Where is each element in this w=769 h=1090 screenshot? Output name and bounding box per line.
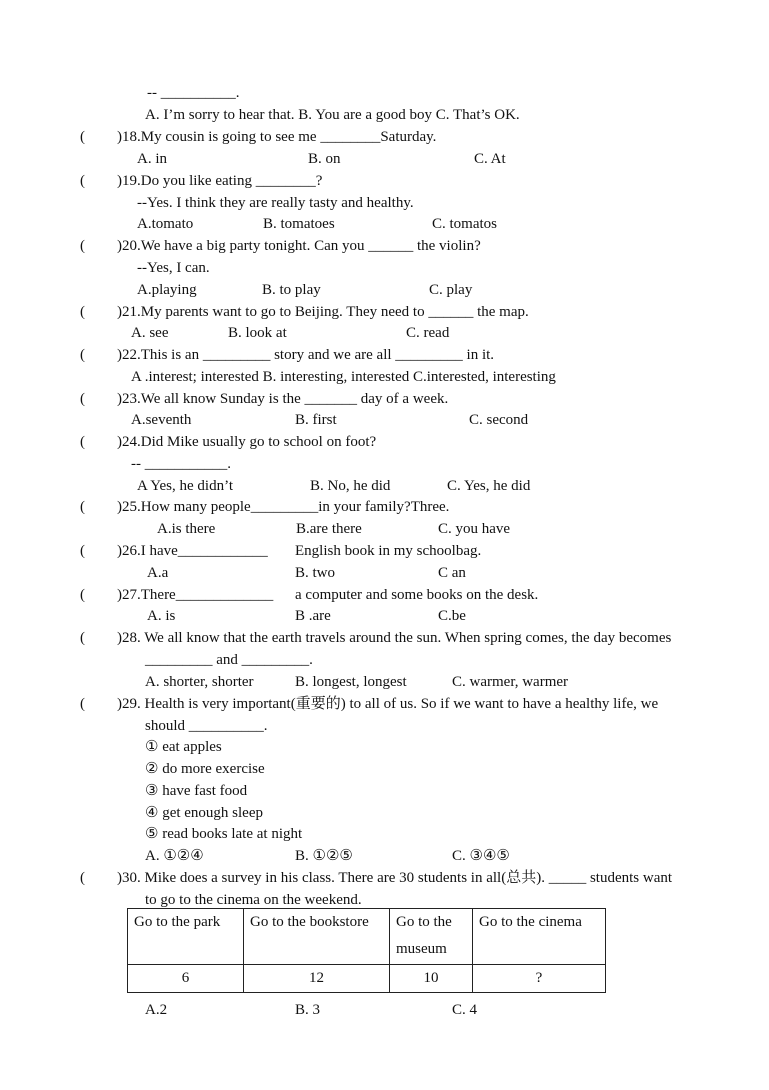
survey-value-park: 6 — [128, 965, 244, 993]
question-29: )29. Health is very important(重要的) to all of us. So if we want to have a healthy life, we — [117, 696, 659, 712]
option-b: B .are — [295, 608, 331, 624]
option-c: C. Yes, he did — [447, 478, 531, 494]
option-c: C. ③④⑤ — [452, 848, 510, 864]
survey-header-park: Go to the park — [128, 909, 244, 965]
option-a: A Yes, he didn’t — [137, 478, 233, 494]
answer-line: -- ___________. — [131, 456, 231, 472]
option-a: A.seventh — [131, 412, 192, 428]
option-a: A. is — [147, 608, 176, 624]
question-18: )18.My cousin is going to see me ________Saturday. — [117, 129, 437, 145]
option-a: A.tomato — [137, 216, 194, 232]
question-26-tail: English book in my schoolbag. — [295, 543, 482, 559]
question-30-tail: to go to the cinema on the weekend. — [145, 892, 362, 908]
option-b: B. look at — [228, 325, 287, 341]
question-29-blank: should __________. — [145, 718, 268, 734]
option-c: C. tomatos — [432, 216, 498, 232]
option-b: B. 3 — [295, 1002, 321, 1018]
answer-line: --Yes. I think they are really tasty and healthy. — [137, 195, 414, 211]
option-c: C. 4 — [452, 1002, 478, 1018]
choice-5: ⑤ read books late at night — [145, 826, 303, 842]
answer-bracket: ( — [80, 696, 85, 712]
survey-value-bookstore: 12 — [244, 965, 390, 993]
option-a: A.2 — [145, 1002, 168, 1018]
choice-3: ③ have fast food — [145, 783, 248, 799]
option-c: C. you have — [438, 521, 511, 537]
option-c: C. second — [469, 412, 529, 428]
answer-bracket: ( — [80, 870, 85, 886]
answer-bracket: ( — [80, 347, 85, 363]
options-line: A. I’m sorry to hear that. B. You are a good boy C. That’s OK. — [145, 107, 520, 123]
option-b: B. first — [295, 412, 337, 428]
choice-2: ② do more exercise — [145, 761, 265, 777]
question-28: )28. We all know that the earth travels around the sun. When spring comes, the day becomes — [117, 630, 672, 646]
survey-header-bookstore: Go to the bookstore — [244, 909, 390, 965]
option-a: A. ①②④ — [145, 848, 204, 864]
survey-header-row — [128, 909, 606, 965]
option-a: A. see — [131, 325, 169, 341]
answer-bracket: ( — [80, 543, 85, 559]
option-b: B. to play — [262, 282, 321, 298]
question-26: )26.I have____________ — [117, 543, 268, 559]
option-a: A.playing — [137, 282, 197, 298]
option-c: C an — [438, 565, 466, 581]
option-b: B. longest, longest — [295, 674, 407, 690]
question-30: )30. Mike does a survey in his class. There are 30 students in all(总共). _____ students want — [117, 870, 673, 886]
option-b: B. on — [308, 151, 341, 167]
survey-value-museum: 10 — [390, 965, 473, 993]
option-c: C. play — [429, 282, 473, 298]
survey-value-cinema: ? — [473, 965, 606, 993]
option-c: C.be — [438, 608, 466, 624]
answer-line: --Yes, I can. — [137, 260, 210, 276]
option-a: A.is there — [157, 521, 216, 537]
options-line: A .interest; interested B. interesting, interested C.interested, interesting — [131, 369, 556, 385]
survey-header-cinema: Go to the cinema — [473, 909, 606, 965]
answer-bracket: ( — [80, 173, 85, 189]
question-24: )24.Did Mike usually go to school on foot? — [117, 434, 377, 450]
answer-line: -- __________. — [147, 85, 240, 101]
choice-4: ④ get enough sleep — [145, 805, 264, 821]
question-23: )23.We all know Sunday is the _______ day of a week. — [117, 391, 449, 407]
option-b: B. ①②⑤ — [295, 848, 353, 864]
question-22: )22.This is an _________ story and we are all _________ in it. — [117, 347, 495, 363]
option-a: A.a — [147, 565, 169, 581]
answer-bracket: ( — [80, 304, 85, 320]
option-b: B. two — [295, 565, 336, 581]
answer-bracket: ( — [80, 238, 85, 254]
answer-bracket: ( — [80, 129, 85, 145]
option-b: B.are there — [296, 521, 362, 537]
option-a: A. shorter, shorter — [145, 674, 254, 690]
option-a: A. in — [137, 151, 167, 167]
answer-bracket: ( — [80, 630, 85, 646]
choice-1: ① eat apples — [145, 739, 222, 755]
answer-bracket: ( — [80, 391, 85, 407]
survey-header-museum: Go to the museum — [390, 909, 473, 965]
question-27: )27.There_____________ — [117, 587, 274, 603]
survey-table — [127, 908, 606, 993]
answer-bracket: ( — [80, 587, 85, 603]
answer-bracket: ( — [80, 499, 85, 515]
question-19: )19.Do you like eating ________? — [117, 173, 323, 189]
option-c: C. read — [406, 325, 450, 341]
question-27-tail: a computer and some books on the desk. — [295, 587, 539, 603]
answer-bracket: ( — [80, 434, 85, 450]
option-c: C. warmer, warmer — [452, 674, 569, 690]
question-21: )21.My parents want to go to Beijing. They need to ______ the map. — [117, 304, 529, 320]
option-b: B. No, he did — [310, 478, 391, 494]
question-20: )20.We have a big party tonight. Can you ______ the violin? — [117, 238, 481, 254]
option-c: C. At — [474, 151, 506, 167]
question-25: )25.How many people_________in your family?Three. — [117, 499, 450, 515]
survey-value-row — [128, 965, 606, 993]
question-28-blanks: _________ and _________. — [145, 652, 313, 668]
option-b: B. tomatoes — [263, 216, 335, 232]
